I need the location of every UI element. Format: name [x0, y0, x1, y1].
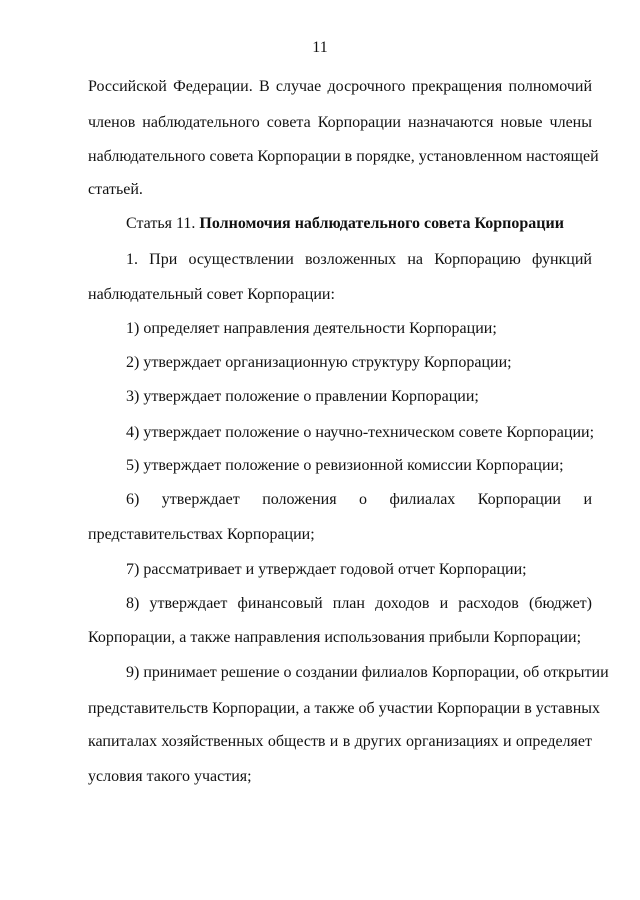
list-item: 5) утверждает положение о ревизионной комиссии Корпорации;	[126, 457, 564, 474]
list-item-line: представительств Корпорации, а также об участии Корпорации в уставных	[88, 700, 601, 717]
list-item: 7) рассматривает и утверждает годовой отчет Корпорации;	[126, 561, 527, 578]
article-title: Полномочия наблюдательного совета Корпорации	[199, 215, 564, 232]
article-heading	[126, 214, 592, 234]
clause-line: наблюдательный совет Корпорации:	[88, 286, 335, 303]
list-item-line: 9) принимает решение о создании филиалов Корпорации, об открытии	[126, 664, 609, 681]
list-item: 4) утверждает положение о научно-техническом совете Корпорации;	[126, 424, 595, 441]
list-item-line: капиталах хозяйственных обществ и в других организациях и определяет	[88, 733, 592, 750]
clause-line: 1. При осуществлении возложенных на Корпорацию функций	[126, 251, 592, 268]
paragraph-line: наблюдательного совета Корпорации в порядке, установленном настоящей	[88, 148, 599, 165]
list-item-line: 6) утверждает положения о филиалах Корпорации и	[126, 491, 592, 508]
paragraph-line: статьей.	[88, 181, 143, 198]
article-prefix: Статья 11.	[126, 215, 196, 232]
page-number: 11	[312, 39, 328, 56]
list-item-line: 8) утверждает финансовый план доходов и расходов (бюджет)	[126, 595, 592, 612]
paragraph-line: Российской Федерации. В случае досрочного прекращения полномочий	[88, 78, 592, 95]
list-item: 1) определяет направления деятельности Корпорации;	[126, 320, 497, 337]
list-item: 2) утверждает организационную структуру Корпорации;	[126, 354, 512, 371]
list-item-line: Корпорации, а также направления использования прибыли Корпорации;	[88, 629, 582, 646]
paragraph-line: членов наблюдательного совета Корпорации назначаются новые члены	[88, 114, 592, 131]
list-item-line: представительствах Корпорации;	[88, 526, 315, 543]
list-item: 3) утверждает положение о правлении Корпорации;	[126, 388, 479, 405]
list-item-line: условия такого участия;	[88, 768, 252, 785]
